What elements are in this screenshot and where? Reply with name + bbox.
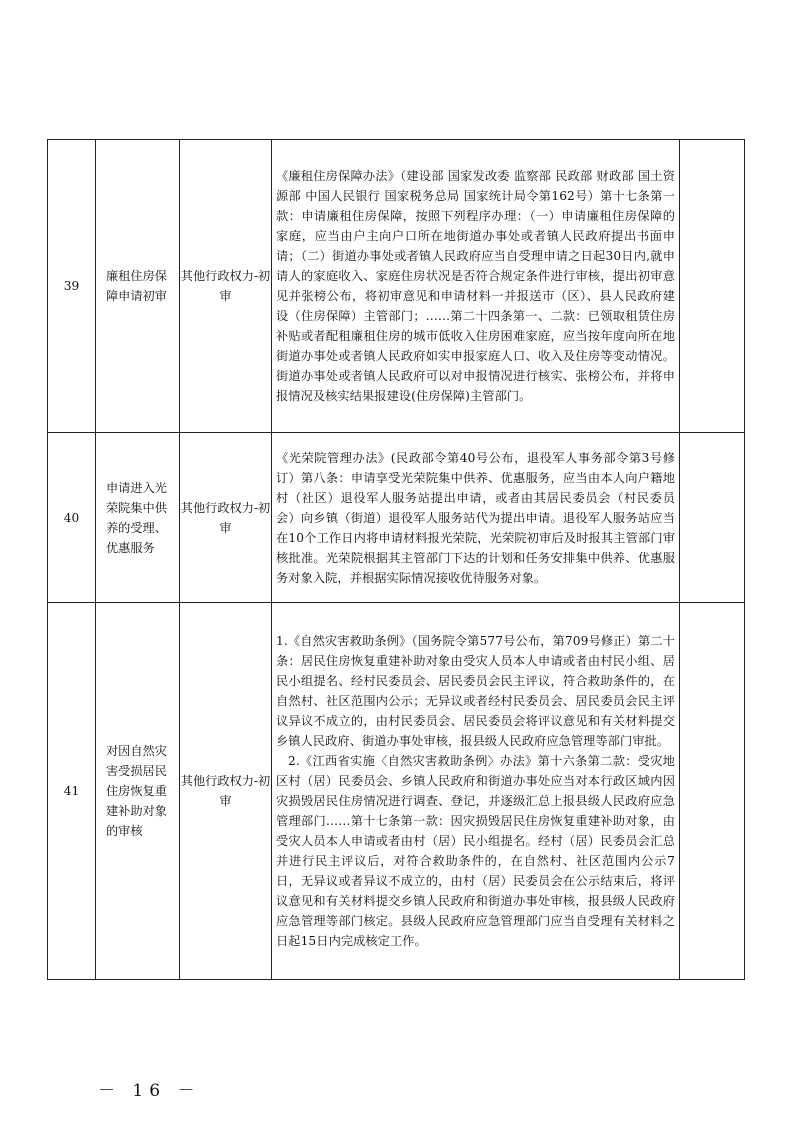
power-type: 其他行政权力-初审 bbox=[180, 433, 272, 603]
row-number: 41 bbox=[48, 603, 96, 980]
item-name: 廉租住房保障申请初审 bbox=[96, 140, 180, 433]
legal-basis bbox=[272, 433, 680, 603]
power-type: 其他行政权力-初审 bbox=[180, 603, 272, 980]
legal-basis bbox=[272, 140, 680, 433]
power-list-table bbox=[47, 139, 745, 980]
remarks-cell bbox=[680, 603, 745, 980]
page-number: － 16 － bbox=[98, 1081, 201, 1101]
legal-basis bbox=[272, 603, 680, 980]
legal-basis-paragraph: 《光荣院管理办法》(民政部令第40号公布，退役军人事务部令第3号修订）第八条：申请享受光荣院集中供养、优惠服务，应当由本人向户籍地村（社区）退役军人服务站提出申请，或者由其居民委员会（村民委员会）向乡镇（街道）退役军人服务站代为提出申请。退役军人服务站应当在10个工作日内将申请材料报光荣院，光荣院初审后及时报其主管部门审核批准。光荣院根据其主管部门下达的计划和任务安排集中供养、优惠服务对象入院，并根据实际情况接收优待服务对象。 bbox=[276, 450, 675, 585]
remarks-cell bbox=[680, 140, 745, 433]
item-name: 申请进入光荣院集中供养的受理、优惠服务 bbox=[96, 433, 180, 603]
table-row bbox=[48, 603, 745, 980]
power-type: 其他行政权力-初审 bbox=[180, 140, 272, 433]
table-row bbox=[48, 433, 745, 603]
legal-basis-paragraph: 2.《江西省实施〈自然灾害救助条例〉办法》第十六条第二款：受灾地区村（居）民委员会、乡镇人民政府和街道办事处应当对本行政区域内因灾损毁居民住房情况进行调查、登记，并逐级汇总上报县级人民政府应急管理部门……第十七条第一款：因灾损毁居民住房恢复重建补助对象，由受灾人员本人申请或者由村（居）民小组提名。经村（居）民委员会汇总并进行民主评议后，对符合救助条件的，在自然村、社区范围内公示7日，无异议或者异议不成立的，由村（居）民委员会在公示结束后，将评议意见和有关材料提交乡镇人民政府和街道办事处审核，报县级人民政府应急管理等部门核定。县级人民政府应急管理部门应当自受理有关材料之日起15日内完成核定工作。 bbox=[276, 754, 675, 948]
row-number: 40 bbox=[48, 433, 96, 603]
remarks-cell bbox=[680, 433, 745, 603]
item-name: 对因自然灾害受损居民住房恢复重建补助对象的审核 bbox=[96, 603, 180, 980]
row-number: 39 bbox=[48, 140, 96, 433]
legal-basis-paragraph: 1.《自然灾害救助条例》（国务院令第577号公布，第709号修正）第二十条：居民住房恢复重建补助对象由受灾人员本人申请或者由村民小组、居民小组提名、经村民委员会、居民委员会民主评议，符合救助条件的，在自然村、社区范围内公示；无异议或者经村民委员会、居民委员会民主评议异议不成立的，由村民委员会、居民委员会将评议意见和有关材料提交乡镇人民政府、街道办事处审核，报县级人民政府应急管理等部门审批。 bbox=[276, 634, 675, 748]
table-row bbox=[48, 140, 745, 433]
legal-basis-paragraph: 《廉租住房保障办法》（建设部 国家发改委 监察部 民政部 财政部 国土资源部 中国人民银行 国家税务总局 国家统计局令第162号）第十七条第一款：申请廉租住房保障，按照下列程序办理：（一）申请廉租住房保障的家庭，应当由户主向户口所在地街道办事处或者镇人民政府提出书面申请；（二）街道办事处或者镇人民政府应当自受理申请之日起30日内,就申请人的家庭收入、家庭住房状况是否符合规定条件进行审核，提出初审意见并张榜公布，将初审意见和申请材料一并报送市（区）、县人民政府建设（住房保障）主管部门；……第二十四条第一、二款：已领取租赁住房补贴或者配租廉租住房的城市低收入住房困难家庭，应当按年度向所在地街道办事处或者镇人民政府如实申报家庭人口、收入及住房等变动情况。街道办事处或者镇人民政府可以对申报情况进行核实、张榜公布，并将申报情况及核实结果报建设(住房保障)主管部门。 bbox=[276, 169, 675, 403]
